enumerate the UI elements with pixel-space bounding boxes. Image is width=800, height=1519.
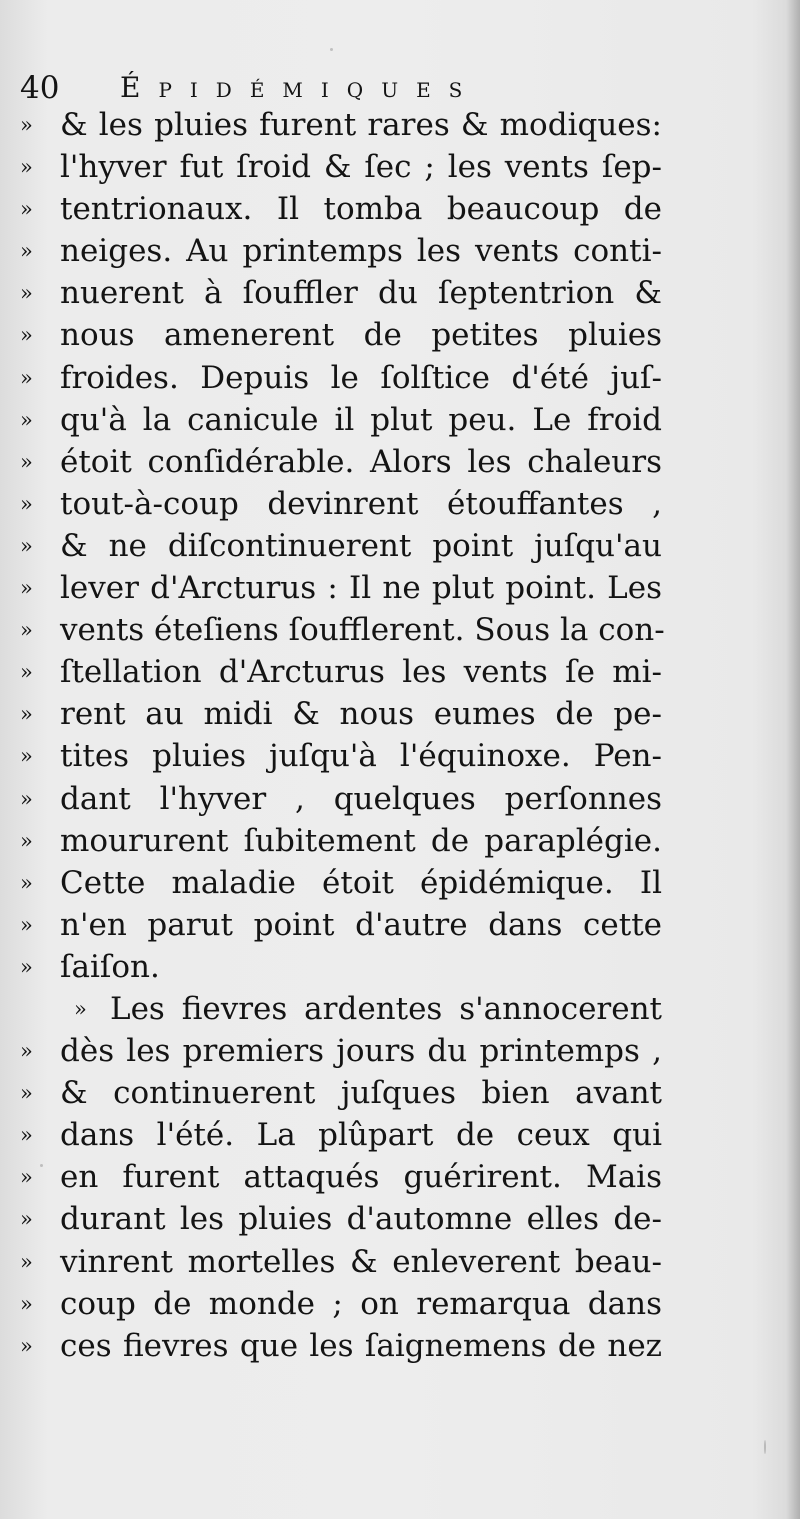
line-text: durant les pluies d'automne elles de- xyxy=(60,1201,662,1238)
text-line xyxy=(20,146,670,188)
text-line xyxy=(20,357,670,399)
text-line xyxy=(20,735,670,777)
text-line xyxy=(20,1114,670,1156)
line-text: & les pluies furent rares & modiques: xyxy=(60,107,662,143)
line-text: vents éteſiens ſoufflerent. Sous la con- xyxy=(60,612,665,649)
quotation-mark: » xyxy=(20,1207,33,1232)
text-line xyxy=(20,1325,670,1367)
line-text: en furent attaqués guérirent. Mais xyxy=(60,1159,662,1196)
line-text: l'hyver fut ſroid & ſec ; les vents ſep- xyxy=(60,149,662,186)
text-line xyxy=(20,1072,670,1114)
line-text: tites pluies juſqu'à l'équinoxe. Pen- xyxy=(60,738,662,775)
line-text: lever d'Arcturus : Il ne plut point. Les xyxy=(60,570,662,607)
text-line xyxy=(20,1241,670,1283)
line-text: coup de monde ; on remarqua dans xyxy=(60,1285,662,1322)
quotation-mark: » xyxy=(20,660,33,685)
quotation-mark: » xyxy=(20,1249,33,1274)
text-line xyxy=(20,820,670,862)
line-text: tentrionaux. Il tomba beaucoup de xyxy=(60,191,662,228)
line-text: & continuerent juſques bien avant xyxy=(60,1075,662,1112)
quotation-mark: » xyxy=(20,1291,33,1316)
quotation-mark: » xyxy=(20,1123,33,1148)
print-speck xyxy=(764,1440,766,1454)
quotation-mark: » xyxy=(20,912,33,937)
quotation-mark: » xyxy=(20,786,33,811)
line-text: rent au midi & nous eumes de pe- xyxy=(60,696,662,733)
text-line xyxy=(20,314,670,356)
quotation-mark: » xyxy=(20,491,33,516)
line-text: Cette maladie étoit épidémique. Il xyxy=(60,864,662,901)
quotation-mark: » xyxy=(20,155,33,180)
line-text: Les fievres ardentes s'annocerent xyxy=(110,990,662,1027)
line-text: neiges. Au printemps les vents conti- xyxy=(60,233,662,270)
line-text: vinrent mortelles & enleverent beau- xyxy=(60,1243,662,1280)
quotation-mark: » xyxy=(20,323,33,348)
text-line xyxy=(20,1198,670,1240)
quotation-mark: » xyxy=(20,1165,33,1190)
text-line xyxy=(20,1156,670,1198)
quotation-mark: » xyxy=(20,576,33,601)
page-number: 40 xyxy=(20,70,60,106)
text-line xyxy=(20,778,670,820)
line-text: nous amenerent de petites pluies xyxy=(60,317,662,354)
text-line xyxy=(20,862,670,904)
line-text: dès les premiers jours du printemps , xyxy=(60,1033,662,1070)
text-line xyxy=(20,946,670,988)
quotation-mark: » xyxy=(20,1039,33,1064)
line-text: n'en parut point d'autre dans cette xyxy=(60,906,662,943)
quotation-mark: » xyxy=(20,239,33,264)
text-line xyxy=(20,651,670,693)
line-text: qu'à la canicule il plut peu. Le froid xyxy=(60,401,662,438)
text-line xyxy=(20,988,670,1030)
quotation-mark: » xyxy=(20,828,33,853)
quotation-mark: » xyxy=(20,449,33,474)
quotation-mark: » xyxy=(20,281,33,306)
quotation-mark: » xyxy=(20,870,33,895)
text-line xyxy=(20,230,670,272)
text-line xyxy=(20,441,670,483)
line-text: & ne diſcontinuerent point juſqu'au xyxy=(60,527,662,564)
quotation-mark: » xyxy=(20,1081,33,1106)
quotation-mark: » xyxy=(20,197,33,222)
text-line xyxy=(20,609,670,651)
quotation-mark: » xyxy=(20,365,33,390)
quotation-mark: » xyxy=(20,744,33,769)
text-line xyxy=(20,104,670,146)
text-line xyxy=(20,399,670,441)
line-text: dans l'été. La plûpart de ceux qui xyxy=(60,1117,662,1154)
quotation-mark: » xyxy=(20,618,33,643)
text-line xyxy=(20,1030,670,1072)
line-text: ces fievres que les ſaignemens de nez xyxy=(60,1327,662,1364)
line-text: ſtellation d'Arcturus les vents ſe mi- xyxy=(60,654,662,691)
text-line xyxy=(20,693,670,735)
running-title: Épidémiques xyxy=(120,71,481,104)
quotation-mark: » xyxy=(74,996,87,1021)
text-line xyxy=(20,567,670,609)
print-speck xyxy=(330,48,333,51)
line-text: étoit conſidérable. Alors les chaleurs xyxy=(60,443,662,480)
quotation-mark: » xyxy=(20,1333,33,1358)
text-line xyxy=(20,1283,670,1325)
text-line xyxy=(20,483,670,525)
line-text: nuerent à ſouffler du ſeptentrion & xyxy=(60,275,662,312)
quotation-mark: » xyxy=(20,954,33,979)
line-text: froides. Depuis le ſolſtice d'été juſ- xyxy=(60,359,662,396)
text-line xyxy=(20,272,670,314)
line-text: tout-à-coup devinrent étouffantes , xyxy=(60,485,662,522)
line-text: moururent ſubitement de paraplégie. xyxy=(60,822,662,859)
quotation-mark: » xyxy=(20,407,33,432)
quotation-mark: » xyxy=(20,533,33,558)
quotation-mark: » xyxy=(20,702,33,727)
text-line xyxy=(20,904,670,946)
text-line xyxy=(20,525,670,567)
text-line xyxy=(20,188,670,230)
quotation-mark: » xyxy=(20,113,33,137)
body-text xyxy=(20,104,670,1367)
line-text: dant l'hyver , quelques perſonnes xyxy=(60,780,662,817)
line-text: ſaiſon. xyxy=(60,948,160,985)
